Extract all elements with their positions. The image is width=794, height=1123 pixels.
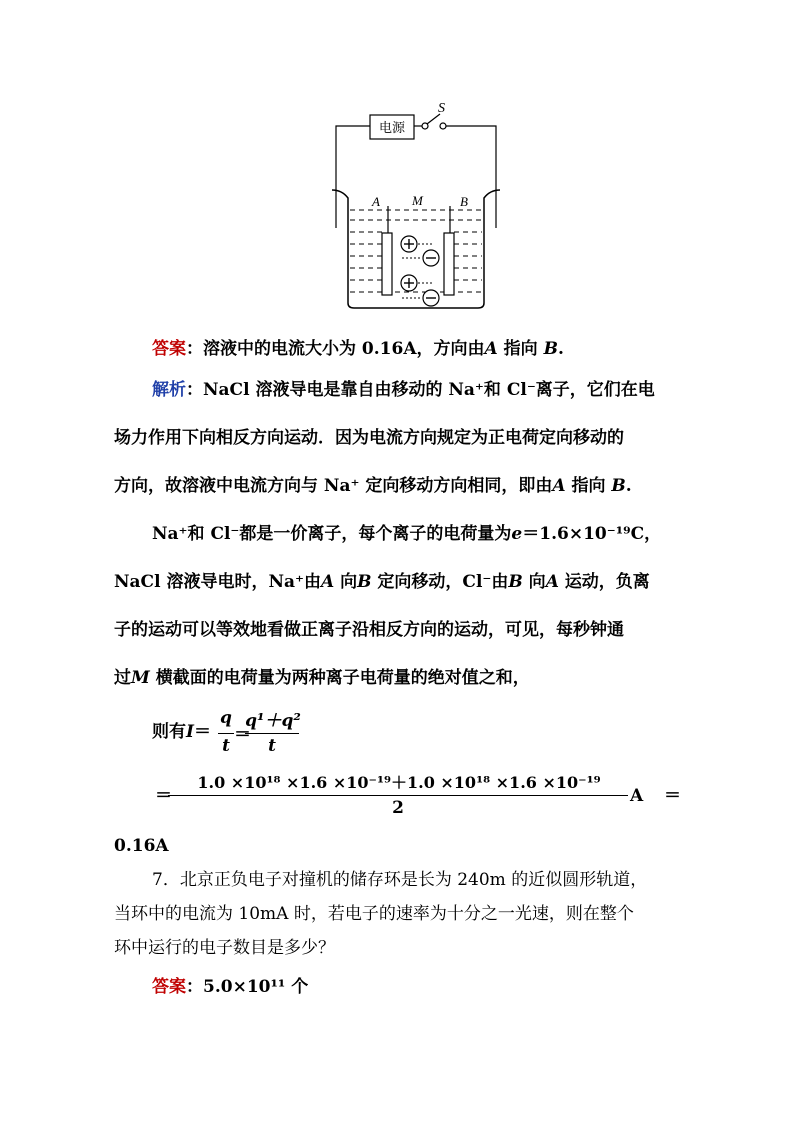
analysis-line-2: 场力作用下向相反方向运动．因为电流方向规定为正电荷定向移动的	[114, 428, 624, 448]
electrolysis-figure	[330, 98, 510, 313]
question-7-line-3: 环中运行的电子数目是多少？	[114, 938, 335, 958]
middle-m-label: M	[412, 193, 423, 208]
analysis-label: 解析	[152, 380, 186, 400]
electrode-a-label: A	[372, 194, 380, 209]
question-7-line-1: 7．北京正负电子对撞机的储存环是长为 240m 的近似圆形轨道，	[152, 870, 648, 890]
analysis-line-6: 子的运动可以等效地看做正离子沿相反方向的运动，可见，每秒钟通	[114, 620, 624, 640]
formula-num2: q¹＋q²	[245, 711, 301, 731]
calc-denominator: 2	[392, 798, 404, 818]
question-7-line-2: 当环中的电流为 10mA 时，若电子的速率为十分之一光速，则在整个	[114, 904, 634, 924]
power-source-label: 电源	[378, 120, 406, 135]
formula-den2: t	[268, 736, 276, 756]
calc-result: 0.16A	[114, 836, 169, 856]
analysis-line-1: 解析：NaCl 溶液导电是靠自由移动的 Na⁺和 Cl⁻离子，它们在电	[152, 380, 655, 400]
answer-label: 答案	[152, 339, 186, 359]
formula-q: q	[220, 708, 232, 728]
analysis-line-7: 过M 横截面的电荷量为两种离子电荷量的绝对值之和，	[114, 668, 530, 688]
switch-label: S	[438, 101, 445, 116]
analysis-line-4: Na⁺和 Cl⁻都是一价离子，每个离子的电荷量为e＝1.6×10⁻¹⁹C，	[152, 524, 662, 544]
analysis-line-3: 方向，故溶液中电流方向与 Na⁺ 定向移动方向相同，即由A 指向 B.	[114, 476, 632, 496]
electrode-b-label: B	[460, 194, 468, 209]
formula-t: t	[222, 736, 230, 756]
analysis-line-5: NaCl 溶液导电时，Na⁺由A 向B 定向移动，Cl⁻由B 向A 运动，负离	[114, 572, 650, 592]
answer-7-label: 答案	[152, 977, 186, 997]
calc-numerator: 1.0 ×10¹⁸ ×1.6 ×10⁻¹⁹＋1.0 ×10¹⁸ ×1.6 ×10⁻¹⁹	[197, 773, 601, 792]
answer-line: 答案：溶液中的电流大小为 0.16A，方向由A 指向 B.	[152, 339, 564, 359]
answer-7-line: 答案：5.0×10¹¹ 个	[152, 977, 309, 997]
